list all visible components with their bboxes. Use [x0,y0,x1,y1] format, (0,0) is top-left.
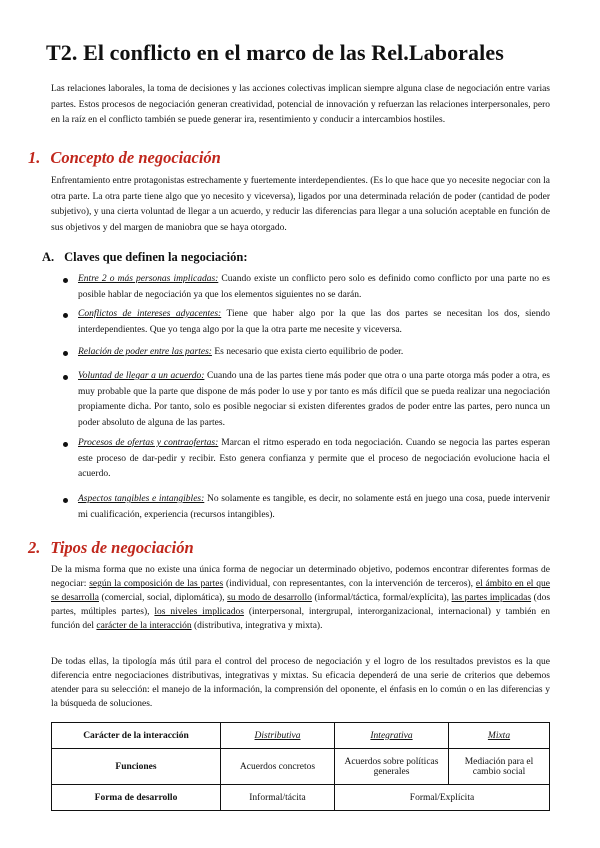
bullet-item [60,307,550,338]
bullet-text: Cuando una de las partes tiene más poder que otra o una parte otorga más poder a otra, es muy probable que la parte que dispone de más poder lo use y por tanto es más difícil que se pueda realizar una negociación propiamente dicha. Por tanto, solo es posible negociar si existen diferentes grados de poder entre las partes, pero nunca un poder absoluto de alguna de las partes. [78,371,550,428]
bullet-item [60,272,550,303]
bullet-term: Procesos de ofertas y contraofertas: [78,438,219,448]
table-cell: Informal/tácita [221,785,335,811]
page-title: T2. El conflicto en el marco de las Rel.Laborales [46,40,504,65]
table-row [52,785,550,811]
intro-paragraph: Las relaciones laborales, la toma de decisiones y las acciones colectivas implican siempre alguna clase de negociación entre varias partes. Estos procesos de negociación generan creatividad, potencial de innovación y refuerzan las relaciones interpersonales, pero en la raíz en el conflicto también se puede generar ira, resentimiento y conducir a intercambios hostiles. [51,84,550,125]
table-row [52,749,550,785]
bullet-text: Cuando existe un conflicto pero solo es definido como conflicto por una parte no es posible hablar de negociación ya que los elementos siguientes no se darán. [78,274,550,300]
table-cell: Mediación para el cambio social [449,749,550,785]
bullet-dot-icon [63,313,68,318]
table-row-label: Funciones [52,749,221,785]
bullet-term: Conflictos de intereses adyacentes: [78,309,222,319]
underlined-term: carácter de la interacción [96,621,192,631]
text-run: (interpersonal, intergrupal, interorganizacional, internacional) y también en función del [51,607,550,631]
section-1-number: 1. [28,148,41,167]
bullet-dot-icon [63,351,68,356]
bullet-term: Entre 2 o más personas implicadas: [78,274,219,284]
bullet-item [60,436,550,483]
bullet-text: Marcan el ritmo esperado en toda negociación. Cuando se negocia las partes esperan este proceso de dar-pedir y recibir. Esto genera confianza y permite que el proceso de negociación evolucione hacia el acuerdo. [78,438,550,479]
bullet-dot-icon [63,498,68,503]
underlined-term: según la composición de las partes [89,579,224,589]
table-cell: Formal/Explícita [335,785,550,811]
subsection-a-heading [42,250,248,265]
section-2-heading [28,538,194,558]
table-row-label: Forma de desarrollo [52,785,221,811]
underlined-term: los niveles implicados [154,607,244,617]
text-run: (individual, con representantes, con la intervención de terceros), [223,579,476,589]
section-1-title: Concepto de negociación [50,148,221,167]
table-cell: Acuerdos concretos [221,749,335,785]
underlined-term: su modo de desarrollo [227,593,312,603]
table-cell: Acuerdos sobre políticas generales [335,749,449,785]
section-2-paragraph-2: De todas ellas, la tipología más útil para el control del proceso de negociación y el logro de los resultados previstos es la que diferencia entre negociaciones distributivas, integrativas y mixtas. Su eficacia dependerá de una serie de criterios que debemos atender para su selección: el manejo de la información, la comprensión del oponente, el énfasis en lo común o en las diferencias y la búsqueda de soluciones. [51,657,550,709]
table-header-cell: Carácter de la interacción [52,723,221,749]
section-2-number: 2. [28,538,41,557]
underlined-term: las partes implicadas [451,593,532,603]
text-run: (dos partes, múltiples partes), [51,593,551,617]
section-2-title: Tipos de negociación [50,538,194,557]
subsection-a-title: Claves que definen la negociación: [64,250,248,264]
bullet-text: No solamente es tangible, es decir, no solamente está en juego una cosa, puede intervenir mi cualificación, experiencia (recursos intangibles). [78,494,550,520]
bullet-dot-icon [63,278,68,283]
table-header-cell: Integrativa [335,723,449,749]
bullet-text: Es necesario que exista cierto equilibrio de poder. [211,347,404,357]
section-2-paragraph-1 [51,563,550,633]
underlined-term: el ámbito en el que se desarrolla [51,579,551,603]
bullet-term: Aspectos tangibles e intangibles: [78,494,205,504]
text-run: De la misma forma que no existe una única forma de negociar un determinado objetivo, podemos encontrar diferentes formas de negociar: [51,565,550,589]
table-header-row [52,723,550,749]
text-run: (comercial, social, diplomática), [98,593,228,603]
section-1-paragraph: Enfrentamiento entre protagonistas estrechamente y fuertemente interdependientes. (Es lo que hace que yo necesite negociar con la otra parte. La otra parte tiene algo que yo necesito y viceversa), ligados por una determinada relación de poder (cantidad de poder subjetivo), y una cierta voluntad de llegar a un acuerdo, y reducir las diferencias para llegar a una solución aceptable en función de sus objetivos y del margen de maniobra que se haya otorgado. [51,176,550,233]
section-1-heading [28,148,221,168]
bullet-item [60,345,550,361]
bullet-item [60,492,550,523]
bullet-text: Tiene que haber algo por la que las dos partes se necesitan los dos, siendo interdependientes. Que yo tenga algo por la que la otra parte me necesite y viceversa. [78,309,550,335]
table-header-cell: Distributiva [221,723,335,749]
bullet-dot-icon [63,442,68,447]
subsection-a-letter: A. [42,250,55,264]
bullet-item [60,369,550,431]
bullet-term: Voluntad de llegar a un acuerdo: [78,371,205,381]
interaction-table [51,722,550,811]
text-run: (distributiva, integrativa y mixta). [191,621,323,631]
bullet-term: Relación de poder entre las partes: [78,347,212,357]
text-run: (informal/táctica, formal/explícita), [311,593,452,603]
bullet-dot-icon [63,375,68,380]
table-header-cell: Mixta [449,723,550,749]
